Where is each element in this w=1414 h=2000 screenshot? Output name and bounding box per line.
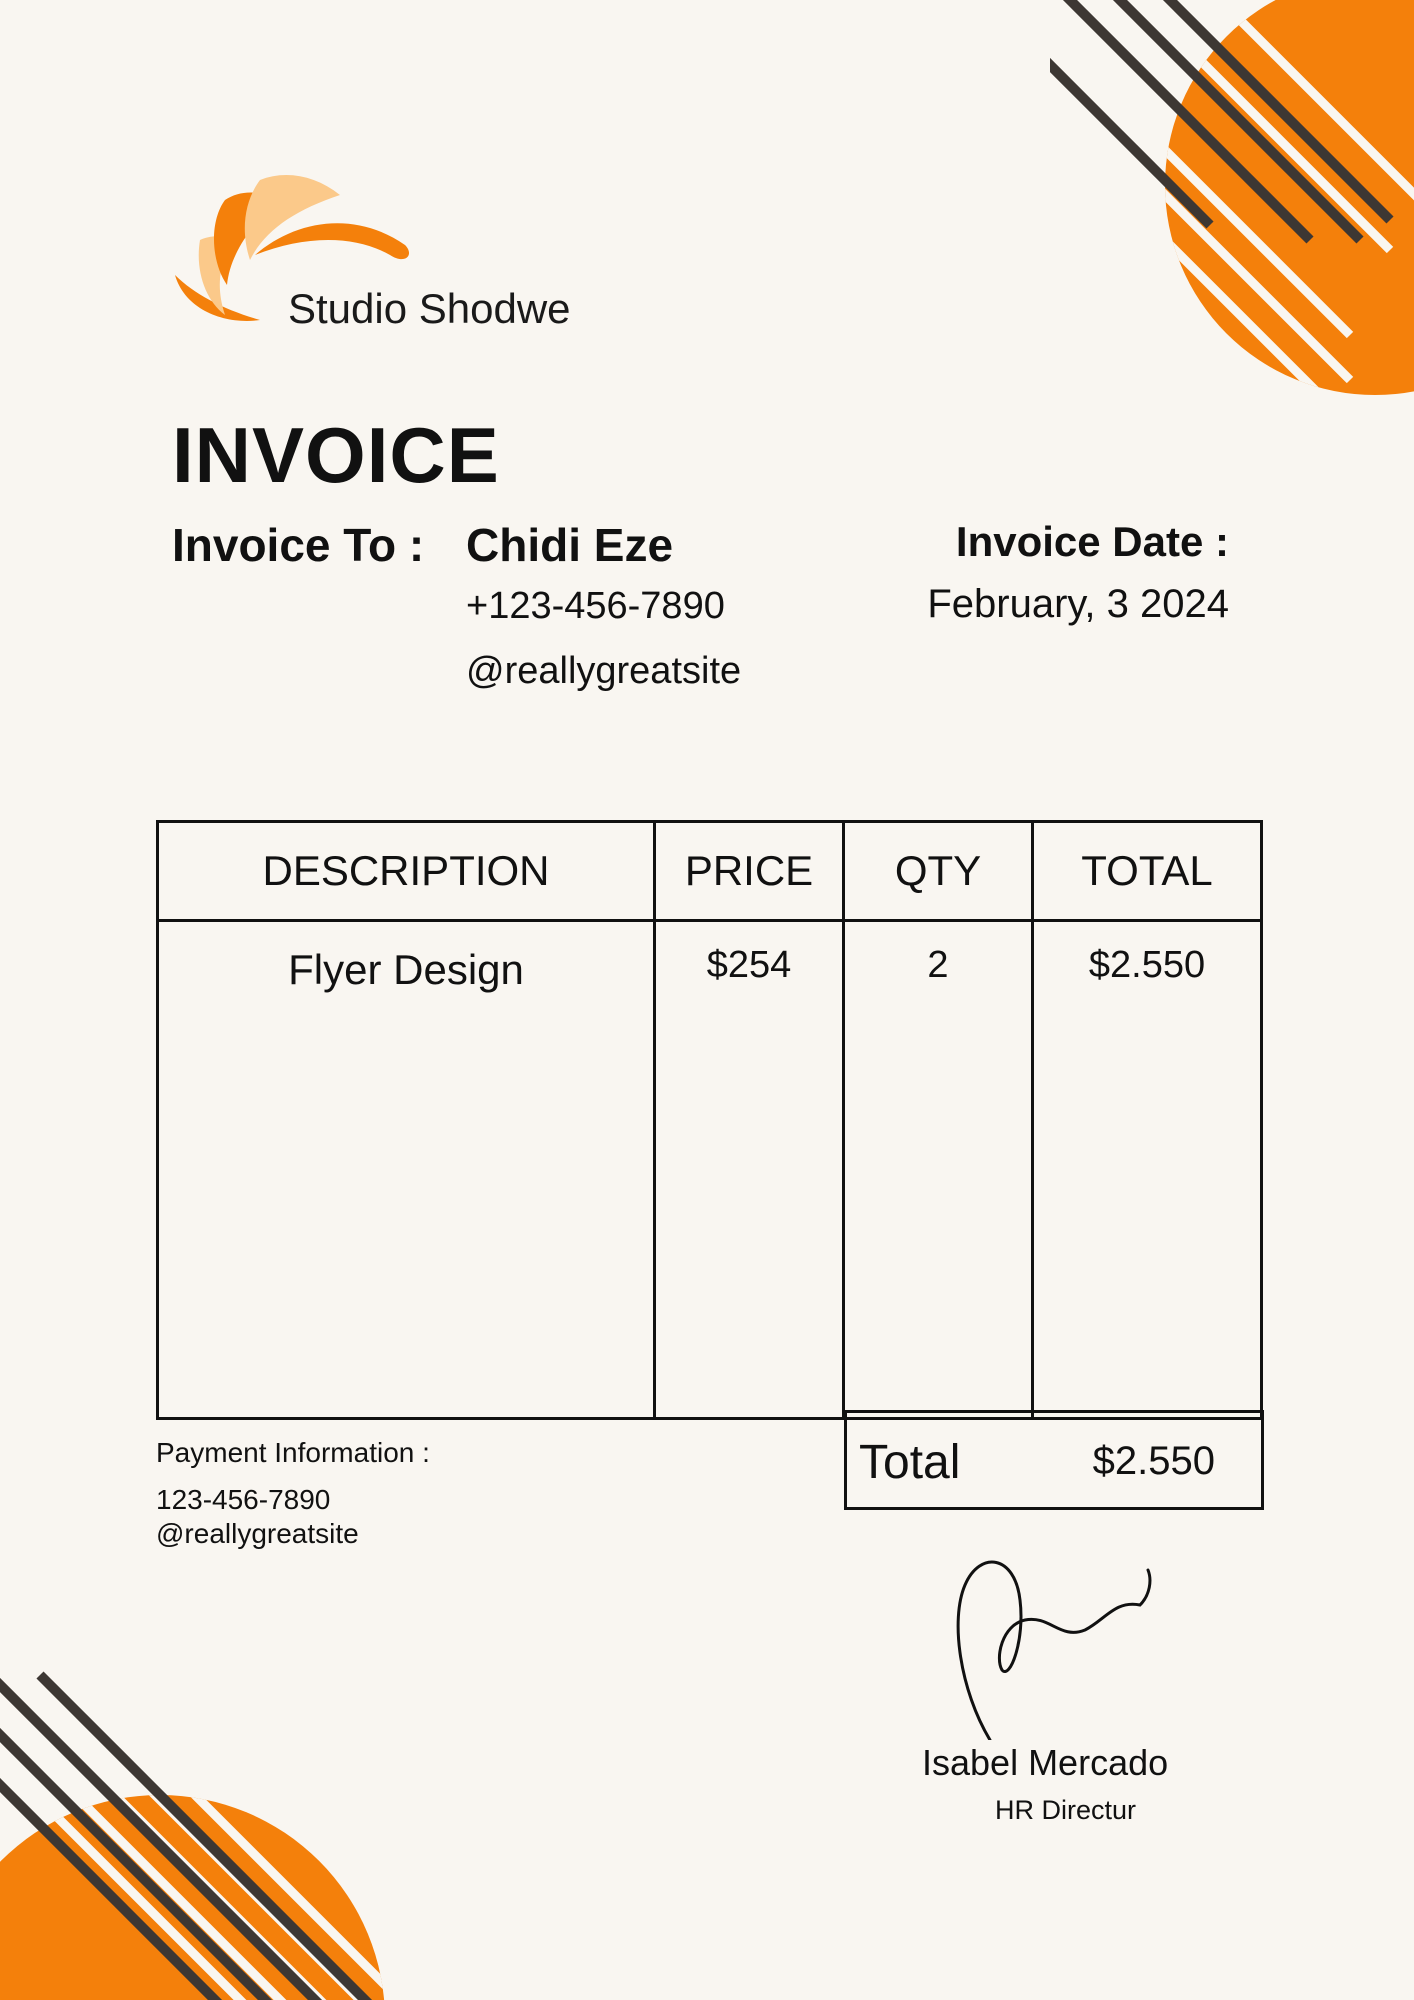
- signatory-role: HR Directur: [995, 1795, 1137, 1825]
- client-phone: +123-456-7890: [466, 585, 725, 627]
- invoice-date-value: February, 3 2024: [927, 582, 1229, 626]
- total-value: $2.550: [1092, 1439, 1215, 1483]
- invoice-title: INVOICE: [172, 411, 500, 499]
- total-box: [844, 1410, 1264, 1510]
- client-name: Chidi Eze: [466, 519, 674, 571]
- item-qty: 2: [844, 921, 1033, 1419]
- item-price: $254: [655, 921, 844, 1419]
- invoice-to-label: Invoice To :: [172, 519, 425, 571]
- total-label: Total: [859, 1436, 961, 1489]
- table-row: [158, 921, 1262, 1419]
- decorative-striped-circle-bottom-left: [0, 1660, 400, 2000]
- client-website: @reallygreatsite: [466, 650, 742, 692]
- decorative-striped-circle-top-right: [1050, 0, 1414, 400]
- column-header-qty: QTY: [844, 822, 1033, 921]
- invoice-date-label: Invoice Date :: [955, 518, 1229, 565]
- column-header-total: TOTAL: [1033, 822, 1262, 921]
- handwritten-signature: [940, 1540, 1160, 1740]
- payment-info-label: Payment Information :: [156, 1437, 430, 1468]
- invoice-items-table: [156, 820, 1263, 1420]
- brand-name: Studio Shodwe: [288, 285, 571, 332]
- item-total: $2.550: [1033, 921, 1262, 1419]
- column-header-price: PRICE: [655, 822, 844, 921]
- payment-phone: 123-456-7890: [156, 1484, 331, 1515]
- payment-website: @reallygreatsite: [156, 1518, 359, 1549]
- table-header-row: [158, 822, 1262, 921]
- signatory-name: Isabel Mercado: [922, 1742, 1169, 1783]
- item-description: Flyer Design: [158, 921, 655, 1419]
- column-header-description: DESCRIPTION: [158, 822, 655, 921]
